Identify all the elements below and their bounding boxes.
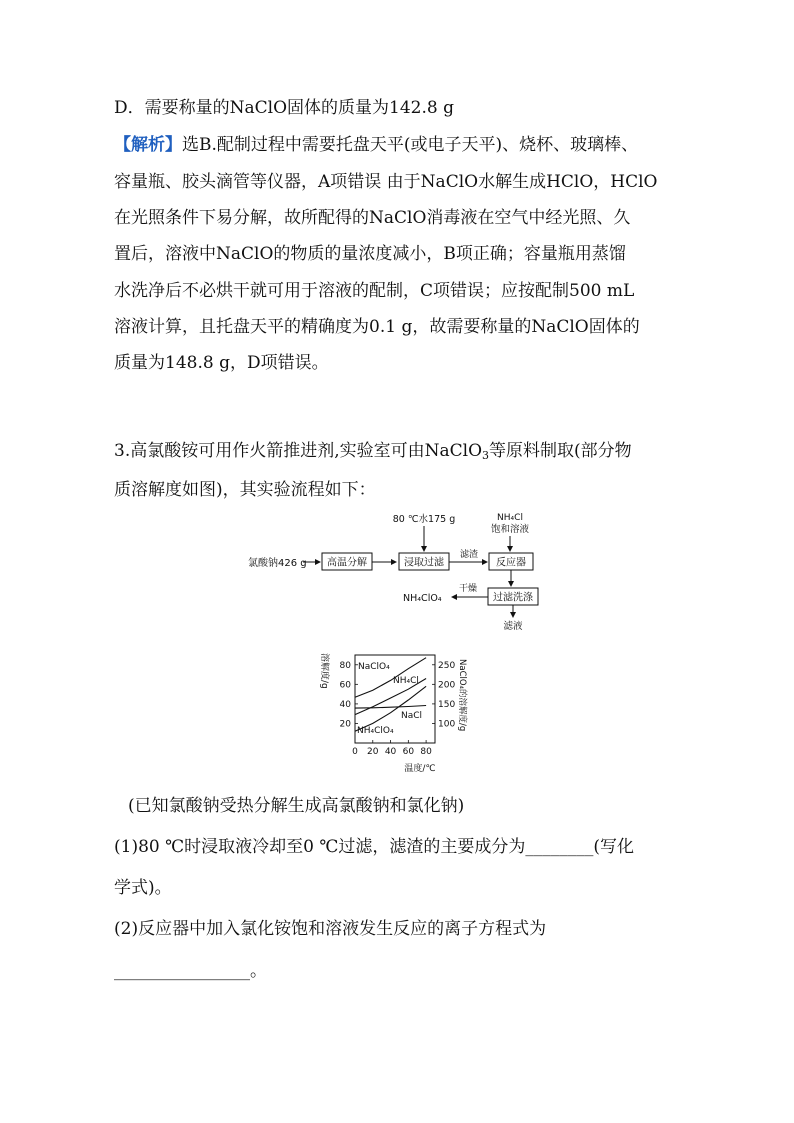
question-3-line-2: 质溶解度如图)，其实验流程如下： [114,480,376,500]
question-3-text-a: 3.高氯酸铵可用作火箭推进剂,实验室可由NaClO [114,441,483,461]
analysis-line-1 [114,134,638,156]
flow-box-reactor-label: 反应器 [496,557,526,569]
analysis-line-4: 置后，溶液中NaClO的物质的量浓度减小，B项正确；容量瓶用蒸馏 [114,244,626,264]
y-left-tick-label: 20 [339,719,351,730]
x-tick-label: 20 [367,747,379,757]
analysis-line-6: 溶液计算，且托盘天平的精确度为0.1 g，故需要称量的NaClO固体的 [114,317,640,337]
flow-nh4cl-label-2: 饱和溶液 [490,524,530,535]
y-right-tick-label: 100 [438,719,456,730]
question-1-line-2: 学式)。 [114,878,172,898]
flow-filtrate: 滤液 [503,621,523,632]
x-tick-label: 40 [384,747,397,757]
chart-ylabel-left: 溶解度/g [319,653,329,689]
series-line-2 [355,706,426,709]
process-flowchart [240,510,550,635]
chart-ylabel-right: NaClO₄的溶解度/g [457,659,467,732]
flow-nh4cl-label-1: NH₄Cl [497,513,523,523]
flow-start: 氯酸钠426 g [248,558,307,569]
series-label-2: NaCl [401,711,423,721]
analysis-line-2: 容量瓶、胶头滴管等仪器，A项错误 由于NaClO水解生成HClO，HClO [114,172,658,192]
analysis-text-1: 选B.配制过程中需要托盘天平(或电子天平)、烧杯、玻璃棒、 [182,135,639,155]
series-label-0: NaClO₄ [358,662,390,672]
chart-xlabel: 温度/℃ [404,764,436,774]
series-label-1: NH₄Cl [393,676,419,686]
flow-water-label: 80 ℃水175 g [392,514,456,525]
y-right-tick-label: 200 [438,680,456,691]
y-left-tick-label: 60 [339,680,351,691]
question-3-line-1 [114,440,632,467]
question-2-line-1: (2)反应器中加入氯化铵饱和溶液发生反应的离子方程式为 [114,919,547,939]
analysis-line-5: 水洗净后不必烘干就可用于溶液的配制，C项错误；应按配制500 mL [114,281,635,301]
question-3-subscript: 3 [482,449,490,462]
flow-dry-label: 干燥 [458,584,478,594]
x-tick-label: 0 [352,747,358,757]
flow-box-wash-label: 过滤洗涤 [493,592,533,604]
solubility-chart [300,645,500,775]
x-tick-label: 80 [420,747,432,757]
flow-residue-label: 滤渣 [459,550,479,560]
note-line: (已知氯酸钠受热分解生成高氯酸钠和氯化钠) [128,796,465,816]
y-right-tick-label: 250 [438,660,456,671]
y-left-tick-label: 80 [339,660,351,671]
analysis-line-3: 在光照条件下易分解，故所配得的NaClO消毒液在空气中经光照、久 [114,208,631,228]
x-tick-label: 60 [402,747,415,757]
flow-box-leach-label: 浸取过滤 [404,557,444,569]
analysis-label: 【解析】 [114,135,182,155]
flow-product: NH₄ClO₄ [403,593,442,604]
series-label-3: NH₄ClO₄ [357,726,394,736]
question-3-text-b: 等原料制取(部分物 [489,441,632,461]
question-1-line-1: (1)80 ℃时浸取液冷却至0 ℃过滤，滤渣的主要成分为________(写化 [114,837,635,857]
flow-box-decompose-label: 高温分解 [327,557,367,569]
analysis-line-7: 质量为148.8 g，D项错误。 [114,353,329,373]
option-d: D．需要称量的NaClO固体的质量为142.8 g [114,98,454,118]
y-right-tick-label: 150 [438,699,456,710]
y-left-tick-label: 40 [339,699,351,710]
question-2-line-2: ________________。 [114,961,267,981]
